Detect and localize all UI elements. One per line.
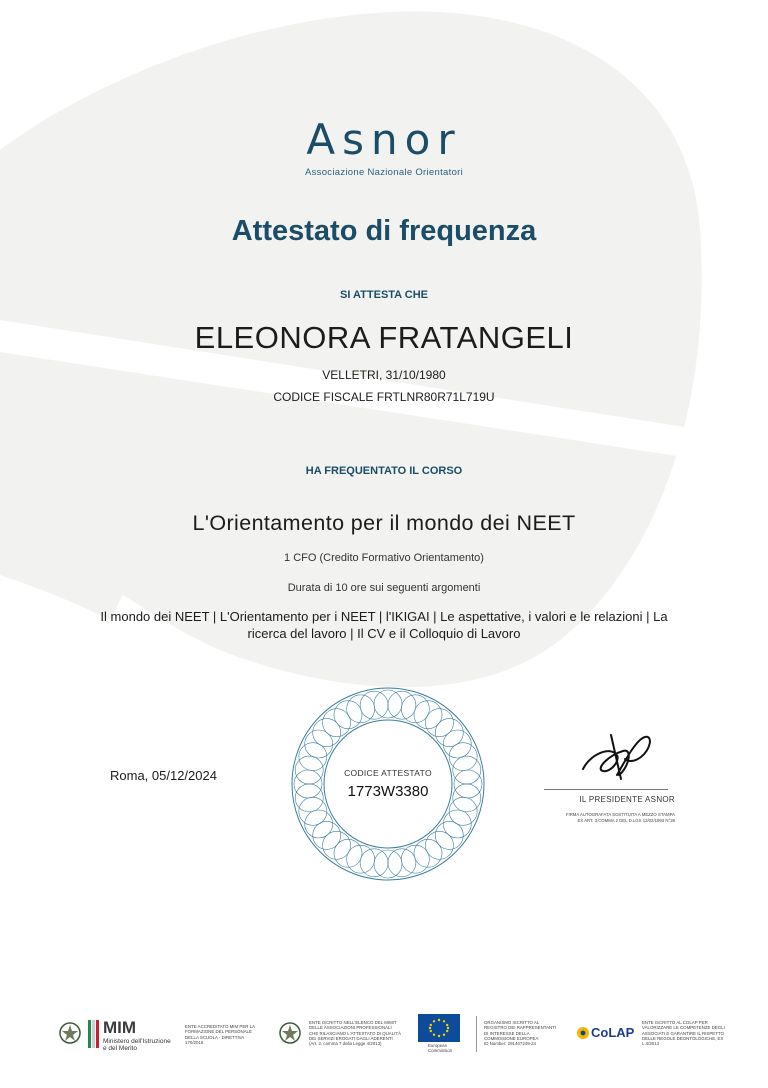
seal-label: CODICE ATTESTATO xyxy=(344,768,432,778)
italian-republic-emblem-icon xyxy=(58,1020,82,1046)
asnor-logo-text: Asnor xyxy=(306,115,462,164)
eu-registration-note: ORGANISMO ISCRITTO AL REGISTRO DEI RAPPRESENTANTI DI INTERESSE DELLA COMMISSIONE EUROPEA ID Number: 291447249-24 xyxy=(484,1020,557,1047)
mim-flag-red xyxy=(96,1020,99,1048)
birth-place-date: VELLETRI, 31/10/1980 xyxy=(322,368,446,382)
colap-registration-note: ENTE ISCRITTO AL COLAP PER VALORIZZARE LE COMPETENZE DEGLI ASSOCIATI E GARANTIRE IL RISPETTO DELLE REGOLE DEONTOLOGICHE, EX L.4/2013 xyxy=(642,1020,725,1047)
tax-code: CODICE FISCALE FRTLNR80R71L719U xyxy=(273,390,495,404)
mim-full-name: Ministero dell'Istruzione e del Merito xyxy=(103,1038,171,1052)
place-date: Roma, 05/12/2024 xyxy=(110,768,217,783)
attended-label: HA FREQUENTATO IL CORSO xyxy=(305,465,463,477)
course-credits: 1 CFO (Credito Formativo Orientamento) xyxy=(284,552,484,564)
mimit-emblem-icon xyxy=(278,1020,302,1046)
course-topics: Il mondo dei NEET | L'Orientamento per i NEET | l'IKIGAI | Le aspettative, i valori e le relazioni | La ricerca del lavoro | Il CV e il Colloquio di Lavoro xyxy=(100,609,668,641)
eu-flag-icon xyxy=(418,1014,460,1042)
certificate-code: 1773W3380 xyxy=(347,783,429,800)
recipient-name: ELEONORA FRATANGELI xyxy=(194,320,574,355)
colap-logo-icon xyxy=(576,1026,590,1040)
mim-flag-white xyxy=(92,1020,95,1048)
mim-flag-green xyxy=(88,1020,91,1048)
asnor-logo-subtitle: Associazione Nazionale Orientatori xyxy=(304,167,464,178)
course-duration: Durata di 10 ore sui seguenti argomenti xyxy=(287,582,481,594)
signature-legal-note: FIRMA AUTOGRAFATA SOSTITUITA A MEZZO STAMPA EX ART. 3,COMMA 2 DEL D.LGS 12/02/1993 N°39 xyxy=(565,812,675,823)
mim-accreditation-note: ENTE ACCREDITATO MIM PER LA FORMAZIONE DEL PERSONALE DELLA SCUOLA - DIRETTIVA 170/2016 xyxy=(185,1024,256,1045)
course-title: L'Orientamento per il mondo dei NEET xyxy=(192,511,576,535)
eu-divider xyxy=(476,1016,477,1052)
certificate-title: Attestato di frequenza xyxy=(231,215,537,247)
signature-line xyxy=(544,789,668,790)
mim-abbr: MIM xyxy=(103,1018,137,1037)
attests-label: SI ATTESTA CHE xyxy=(340,289,428,301)
president-signature xyxy=(575,727,665,787)
mimit-registration-note: ENTE ISCRITTO NELL'ELENCO DEL MIMIT DELLE ASSOCIAZIONI PROFESSIONALI CHE RILASCIANO L'ATTESTATO DI QUALITÀ DEI SERVIZI EROGATI DAGLI ADERENTI (Art. 2, comma 7 della Legge 4/2013) xyxy=(309,1020,401,1047)
colap-name: CoLAP xyxy=(591,1025,635,1040)
signature-title: IL PRESIDENTE ASNOR xyxy=(579,795,675,804)
eu-caption: European Commission xyxy=(428,1043,453,1054)
